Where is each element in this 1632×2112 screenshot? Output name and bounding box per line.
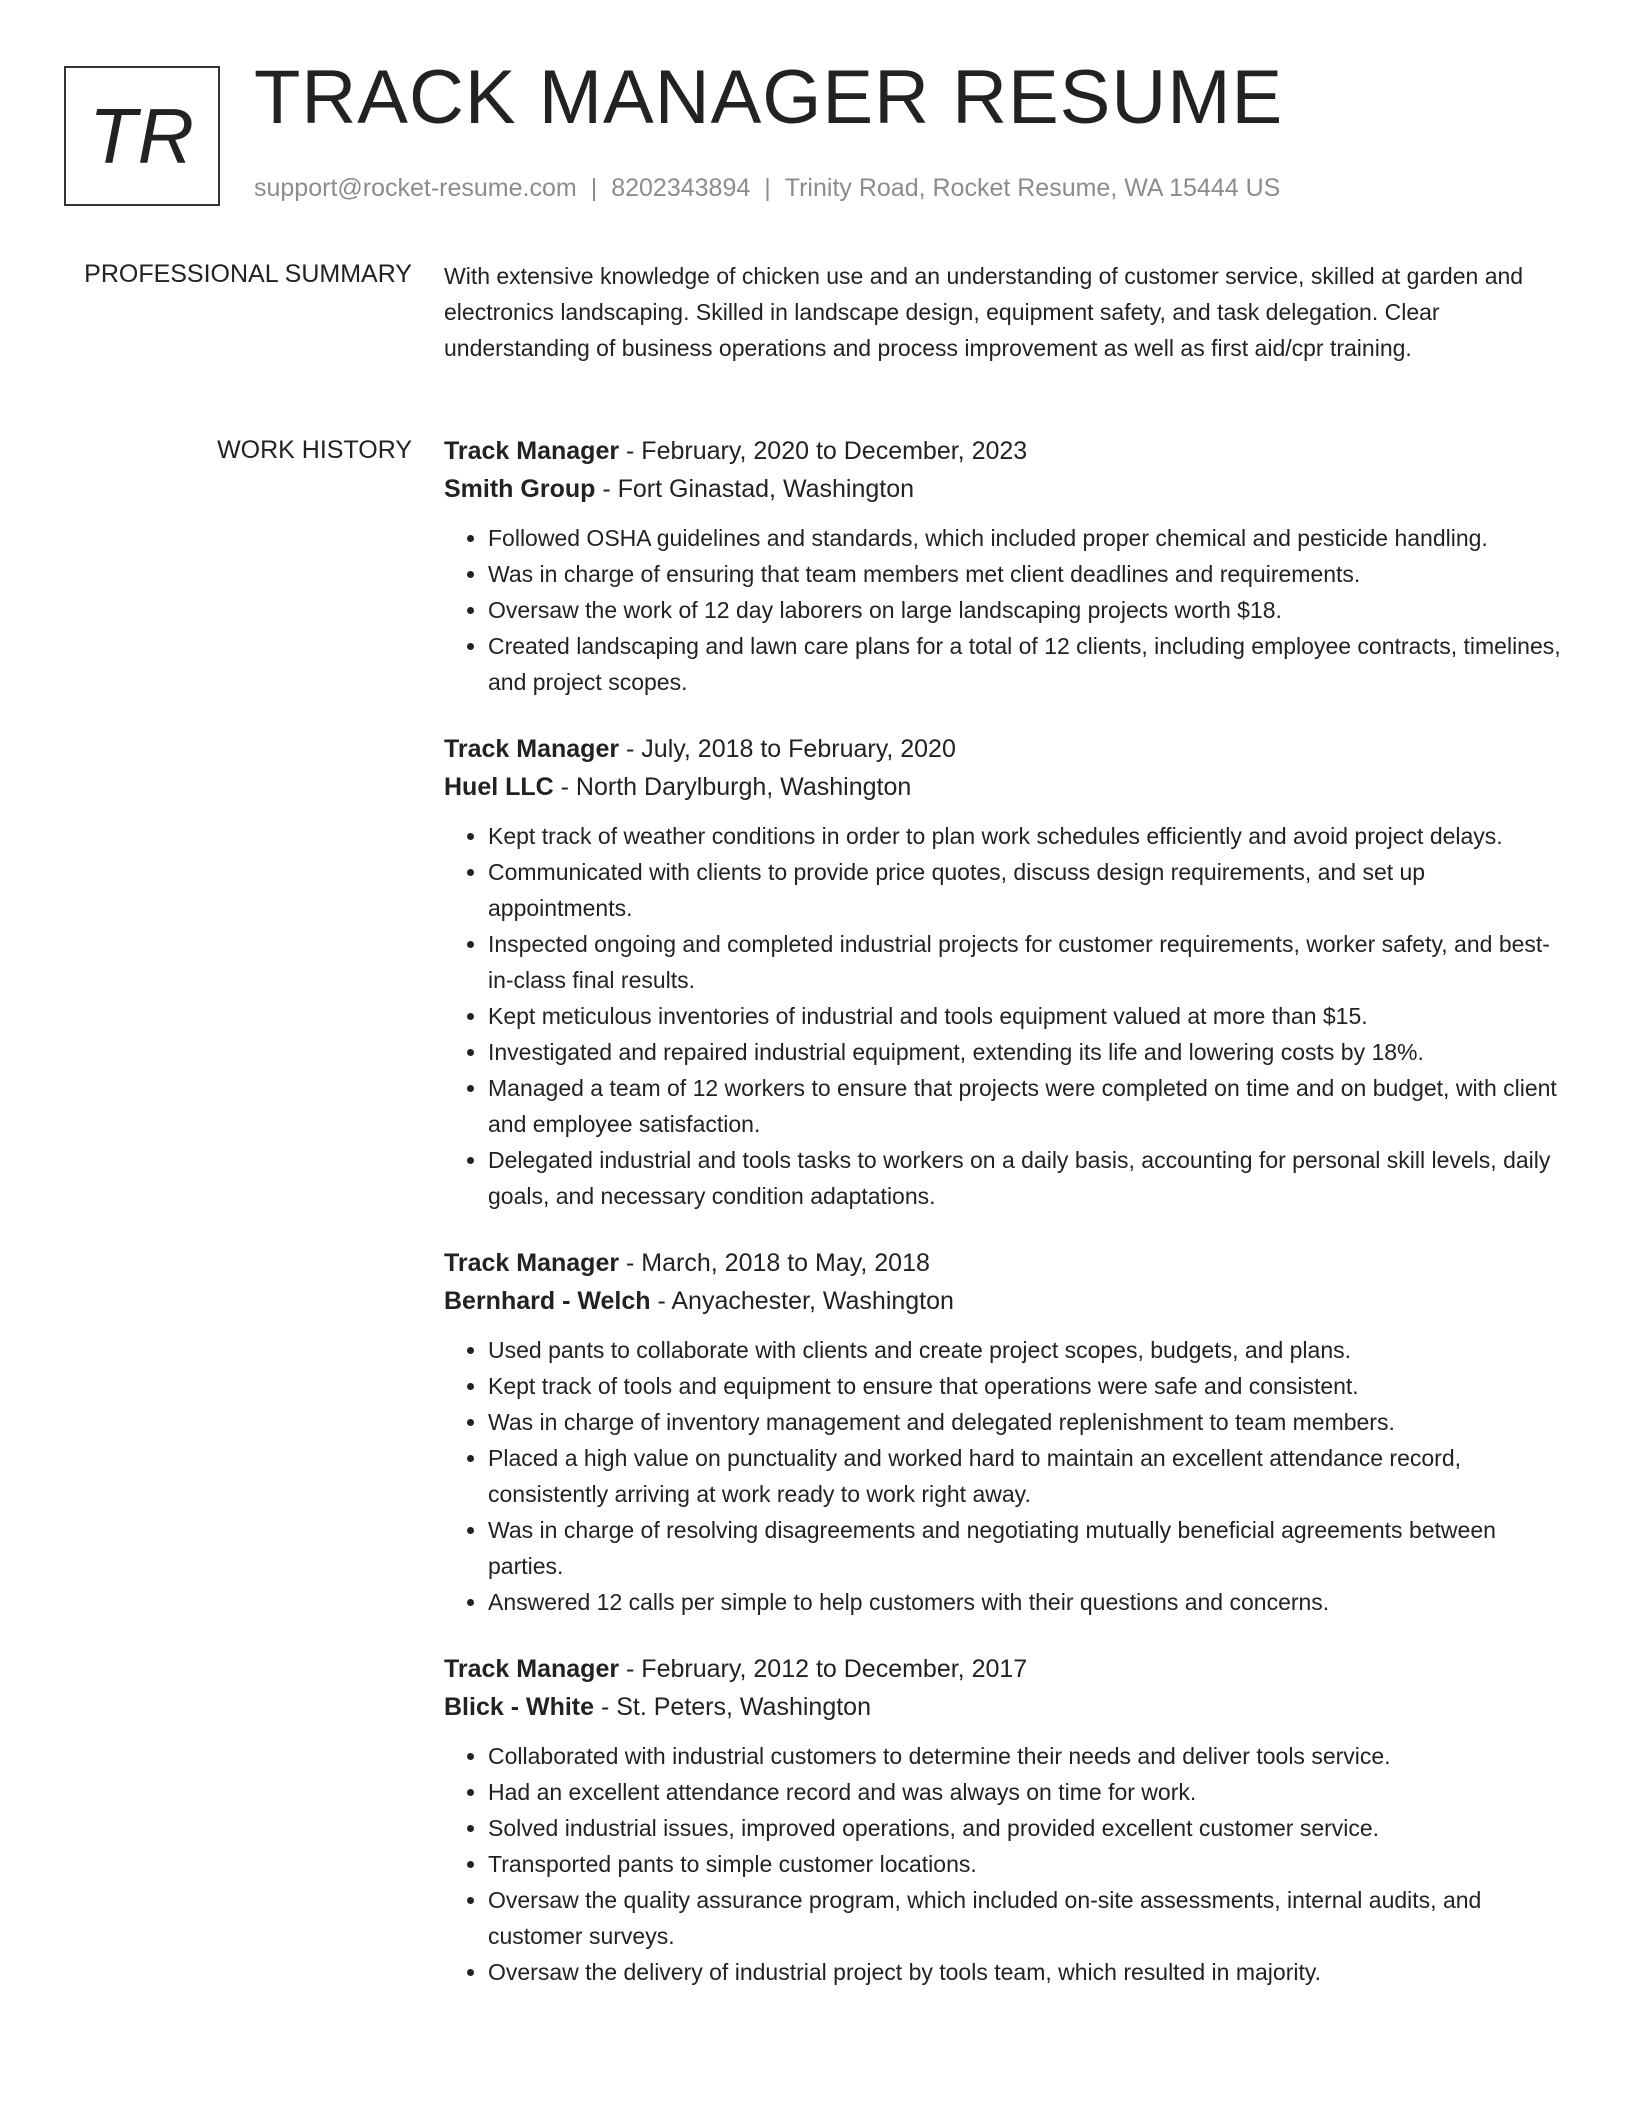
job-company-line <box>444 470 1564 508</box>
job-bullet: • Investigated and repaired industrial equipment, extending its life and lowering costs by 18%. <box>488 1034 1564 1070</box>
job-company-line <box>444 768 1564 806</box>
job-title-line <box>444 1650 1564 1688</box>
job-title: Track Manager <box>444 437 620 465</box>
job-bullets <box>444 1738 1564 1990</box>
job-bullet: • Inspected ongoing and completed industrial projects for customer requirements, worker safety, and best-in-class final results. <box>488 926 1564 998</box>
job-bullet: • Collaborated with industrial customers to determine their needs and deliver tools service. <box>488 1738 1564 1774</box>
job-bullets <box>444 818 1564 1214</box>
job-bullet: • Oversaw the work of 12 day laborers on large landscaping projects worth $18. <box>488 592 1564 628</box>
job-location: - Anyachester, Washington <box>650 1287 954 1315</box>
summary-text: With extensive knowledge of chicken use and an understanding of customer service, skilled at garden and electronics landscaping. Skilled in landscape design, equipment safety, and task delegation. Clear understanding of business operations and process improvement as well as first aid/cpr training. <box>444 263 1524 361</box>
job-bullet: • Communicated with clients to provide price quotes, discuss design requirements, and set up appointments. <box>488 854 1564 926</box>
monogram-box <box>64 66 220 206</box>
job-bullet: • Kept meticulous inventories of industrial and tools equipment valued at more than $15. <box>488 998 1564 1034</box>
job-title: Track Manager <box>444 1655 620 1683</box>
job-title-line <box>444 432 1564 470</box>
job-bullet: • Kept track of tools and equipment to ensure that operations were safe and consistent. <box>488 1368 1564 1404</box>
resume-title: TRACK MANAGER RESUME <box>254 55 1284 140</box>
contact-separator: | <box>764 174 771 202</box>
job-title-line <box>444 1244 1564 1282</box>
job-bullet: • Solved industrial issues, improved operations, and provided excellent customer service. <box>488 1810 1564 1846</box>
job-bullet: • Followed OSHA guidelines and standards, which included proper chemical and pesticide handling. <box>488 520 1564 556</box>
work-history-heading: WORK HISTORY <box>217 436 412 464</box>
contact-line <box>254 174 1280 203</box>
job-location: - Fort Ginastad, Washington <box>595 475 915 503</box>
job-entry <box>444 432 1564 700</box>
job-bullet: • Oversaw the delivery of industrial project by tools team, which resulted in majority. <box>488 1954 1564 1990</box>
job-bullets <box>444 520 1564 700</box>
contact-address: Trinity Road, Rocket Resume, WA 15444 US <box>784 174 1281 202</box>
job-company: Bernhard - Welch <box>444 1287 651 1315</box>
job-company-line <box>444 1688 1564 1726</box>
job-title: Track Manager <box>444 735 620 763</box>
job-bullet: • Was in charge of ensuring that team members met client deadlines and requirements. <box>488 556 1564 592</box>
contact-separator: | <box>590 174 598 202</box>
job-bullet: • Was in charge of resolving disagreements and negotiating mutually beneficial agreements between parties. <box>488 1512 1564 1584</box>
job-bullet: • Answered 12 calls per simple to help customers with their questions and concerns. <box>488 1584 1564 1620</box>
job-company: Smith Group <box>444 475 596 503</box>
job-bullet: • Placed a high value on punctuality and worked hard to maintain an excellent attendance record, consistently arriving at work ready to work right away. <box>488 1440 1564 1512</box>
job-bullet: • Oversaw the quality assurance program, which included on-site assessments, internal audits, and customer surveys. <box>488 1882 1564 1954</box>
job-title-line <box>444 730 1564 768</box>
job-bullet: • Used pants to collaborate with clients and create project scopes, budgets, and plans. <box>488 1332 1564 1368</box>
job-bullet: • Was in charge of inventory management and delegated replenishment to team members. <box>488 1404 1564 1440</box>
job-bullet: • Managed a team of 12 workers to ensure that projects were completed on time and on budget, with client and employee satisfaction. <box>488 1070 1564 1142</box>
summary-section <box>444 258 1564 366</box>
job-bullet: • Created landscaping and lawn care plans for a total of 12 clients, including employee contracts, timelines, and project scopes. <box>488 628 1564 700</box>
job-company: Huel LLC <box>444 773 554 801</box>
job-bullets <box>444 1332 1564 1620</box>
job-dates: - February, 2020 to December, 2023 <box>619 437 1028 465</box>
contact-phone: 8202343894 <box>611 174 751 202</box>
contact-email: support@rocket-resume.com <box>254 174 577 202</box>
job-location: - St. Peters, Washington <box>594 1693 871 1721</box>
job-entry <box>444 730 1564 1214</box>
job-title: Track Manager <box>444 1249 620 1277</box>
job-bullet: • Transported pants to simple customer locations. <box>488 1846 1564 1882</box>
job-dates: - March, 2018 to May, 2018 <box>619 1249 930 1277</box>
job-company: Blick - White <box>444 1693 595 1721</box>
job-dates: - February, 2012 to December, 2017 <box>619 1655 1028 1683</box>
work-history-section <box>444 432 1564 2020</box>
monogram-initials: TR <box>89 91 195 180</box>
job-location: - North Darylburgh, Washington <box>553 773 912 801</box>
job-bullet: • Delegated industrial and tools tasks to workers on a daily basis, accounting for personal skill levels, daily goals, and necessary condition adaptations. <box>488 1142 1564 1214</box>
job-bullet: • Had an excellent attendance record and was always on time for work. <box>488 1774 1564 1810</box>
job-company-line <box>444 1282 1564 1320</box>
job-dates: - July, 2018 to February, 2020 <box>619 735 956 763</box>
job-entry <box>444 1650 1564 1990</box>
job-bullet: • Kept track of weather conditions in order to plan work schedules efficiently and avoid project delays. <box>488 818 1564 854</box>
job-entry <box>444 1244 1564 1620</box>
summary-heading: PROFESSIONAL SUMMARY <box>84 260 412 288</box>
